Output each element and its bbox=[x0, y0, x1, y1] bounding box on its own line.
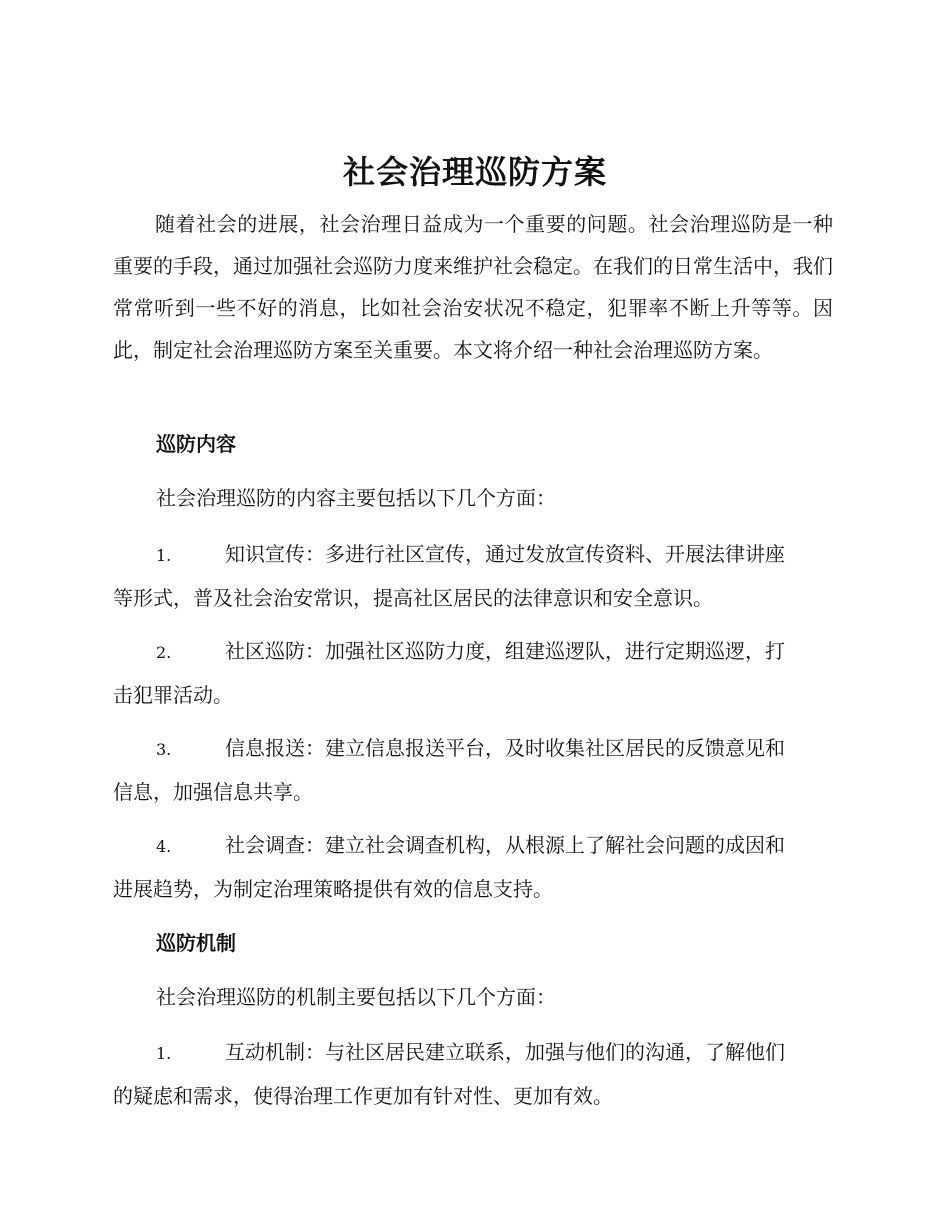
list-item bbox=[113, 727, 833, 813]
list-item-number: 1. bbox=[156, 546, 172, 565]
section-heading-content: 巡防内容 bbox=[156, 432, 236, 456]
list-item-continuation: 击犯罪活动。 bbox=[113, 683, 233, 707]
list-item-text: 信息报送：建立信息报送平台，及时收集社区居民的反馈意见和 bbox=[225, 736, 785, 760]
list-item-continuation: 等形式，普及社会治安常识，提高社区居民的法律意识和安全意识。 bbox=[113, 586, 713, 610]
list-item-number: 2. bbox=[156, 643, 172, 662]
list-item-text: 社区巡防：加强社区巡防力度，组建巡逻队，进行定期巡逻，打 bbox=[225, 639, 785, 663]
list-item-first-line bbox=[113, 824, 833, 868]
list-item-text: 互动机制：与社区居民建立联系，加强与他们的沟通，了解他们 bbox=[225, 1040, 785, 1064]
list-item-number: 3. bbox=[156, 740, 172, 759]
section-lead-content: 社会治理巡防的内容主要包括以下几个方面： bbox=[156, 486, 556, 510]
section-lead-mechanism: 社会治理巡防的机制主要包括以下几个方面： bbox=[156, 985, 556, 1009]
list-item-text: 社会调查：建立社会调查机构，从根源上了解社会问题的成因和 bbox=[225, 833, 785, 857]
list-item-number: 1. bbox=[156, 1044, 172, 1063]
list-item-continuation: 的疑虑和需求，使得治理工作更加有针对性、更加有效。 bbox=[113, 1084, 613, 1108]
list-item bbox=[113, 630, 833, 716]
list-item-first-line bbox=[113, 1031, 833, 1075]
list-item-text: 知识宣传：多进行社区宣传，通过发放宣传资料、开展法律讲座 bbox=[225, 542, 785, 566]
intro-paragraph: 随着社会的进展，社会治理日益成为一个重要的问题。社会治理巡防是一种重要的手段，通过加强社会巡防力度来维护社会稳定。在我们的日常生活中，我们常常听到一些不好的消息，比如社会治安状况不稳定，犯罪率不断上升等等。因此，制定社会治理巡防方案至关重要。本文将介绍一种社会治理巡防方案。 bbox=[113, 212, 833, 362]
list-item-first-line bbox=[113, 727, 833, 771]
list-item-first-line bbox=[113, 630, 833, 674]
list-item-number: 4. bbox=[156, 837, 172, 856]
list-item-first-line bbox=[113, 533, 833, 577]
list-item-continuation: 信息，加强信息共享。 bbox=[113, 780, 313, 804]
list-item-continuation: 进展趋势，为制定治理策略提供有效的信息支持。 bbox=[113, 877, 553, 901]
document-title: 社会治理巡防方案 bbox=[342, 153, 607, 191]
list-item bbox=[113, 824, 833, 910]
list-item bbox=[113, 1031, 833, 1117]
list-item bbox=[113, 533, 833, 619]
section-heading-mechanism: 巡防机制 bbox=[156, 931, 236, 955]
